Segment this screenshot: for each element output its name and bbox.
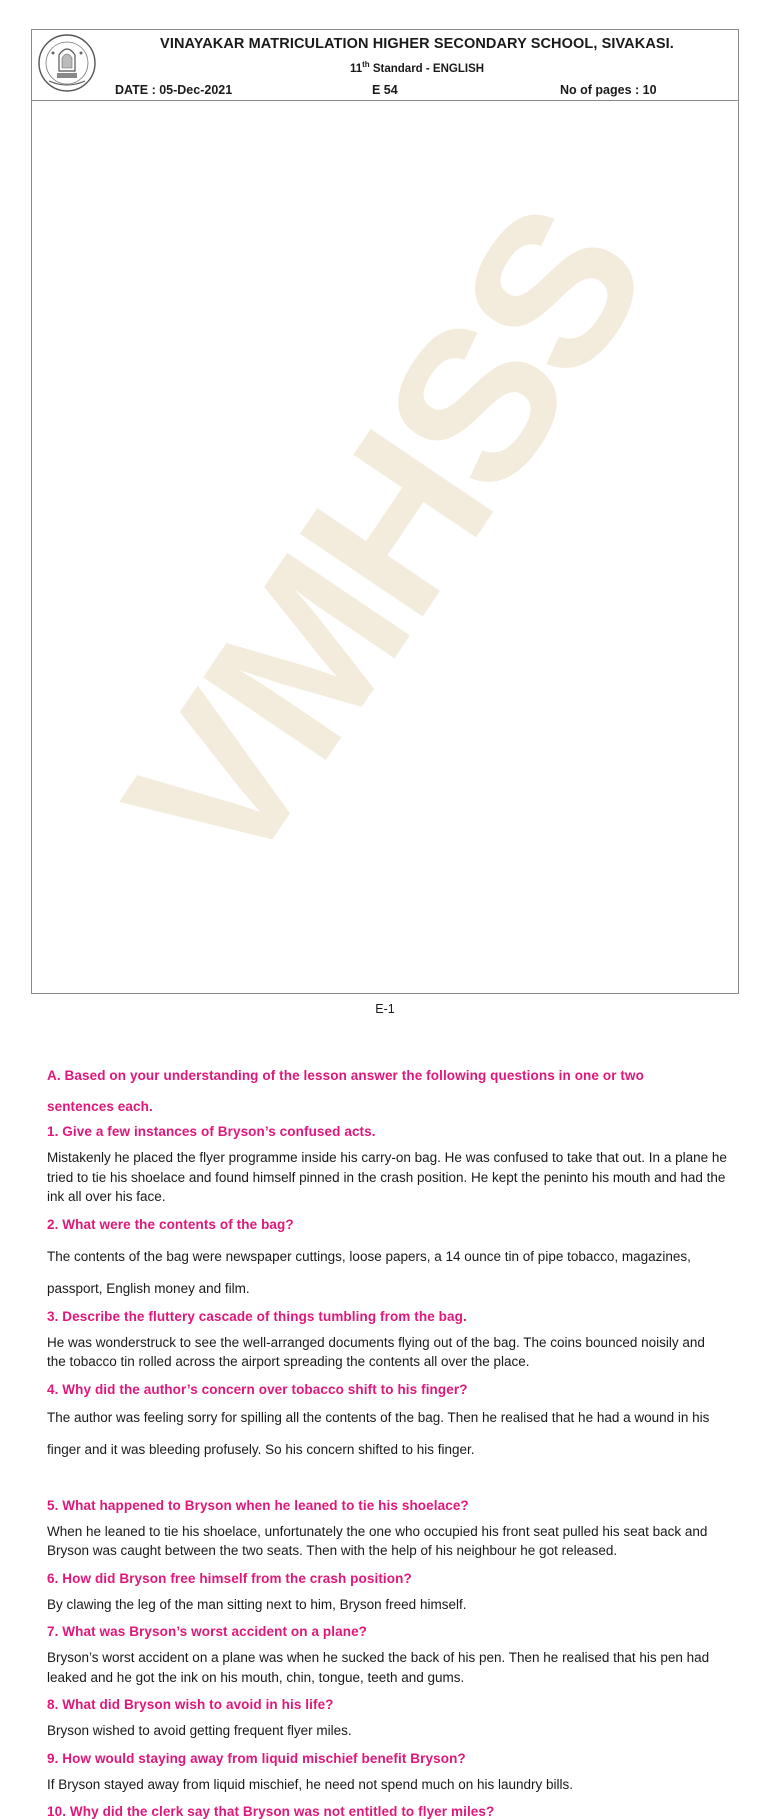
page-header	[32, 30, 738, 101]
watermark: VMHSS	[79, 167, 690, 912]
standard-subject: Standard - ENGLISH	[369, 62, 485, 75]
school-logo-icon	[37, 33, 97, 93]
question-1: 1. Give a few instances of Bryson’s confused acts.	[47, 1124, 376, 1139]
answer-4: The author was feeling sorry for spilling all the contents of the bag. Then he realised that he had a wound in his finger and it was bleeding profusely. So his concern shifted to his finger.	[47, 1409, 710, 1457]
answer-7: Bryson’s worst accident on a plane was when he sucked the back of his pen. Then he realised that his pen had leaked and he got the ink on his mouth, chin, tongue, teeth and gums.	[47, 1650, 710, 1685]
page-frame	[31, 29, 739, 994]
section-heading: A. Based on your understanding of the lesson answer the following questions in one or two	[47, 1068, 644, 1083]
answer-8: Bryson wished to avoid getting frequent flyer miles.	[47, 1723, 352, 1738]
answer-3: He was wonderstruck to see the well-arranged documents flying out of the bag. The coins bounced noisily and the tobacco tin rolled across the airport spreading the contents all over the place.	[47, 1334, 705, 1369]
answer-9: If Bryson stayed away from liquid mischief, he need not spend much on his laundry bills.	[47, 1776, 574, 1792]
question-9: 9. How would staying away from liquid mischief benefit Bryson?	[47, 1750, 466, 1766]
question-6: 6. How did Bryson free himself from the crash position?	[47, 1570, 412, 1586]
answer-2: The contents of the bag were newspaper cuttings, loose papers, a 14 ounce tin of pipe tobacco, magazines, passport, English money and film.	[47, 1248, 691, 1296]
question-4: 4. Why did the author’s concern over tobacco shift to his finger?	[47, 1381, 468, 1397]
answer-6: By clawing the leg of the man sitting next to him, Bryson freed himself.	[47, 1596, 467, 1612]
standard-label	[107, 60, 727, 75]
page-number: E-1	[375, 1002, 395, 1016]
school-name: VINAYAKAR MATRICULATION HIGHER SECONDARY SCHOOL, SIVAKASI.	[160, 36, 674, 52]
question-5: 5. What happened to Bryson when he leaned to tie his shoelace?	[47, 1497, 469, 1513]
page-count: No of pages : 10	[560, 83, 657, 97]
question-2: 2. What were the contents of the bag?	[47, 1216, 294, 1232]
question-10: 10. Why did the clerk say that Bryson was not entitled to flyer miles?	[47, 1804, 495, 1819]
standard-suffix: th	[362, 60, 370, 69]
answer-5: When he leaned to tie his shoelace, unfortunately the one who occupied his front seat pulled his seat back and Bryson was caught between the two seats. Then with the help of his neighbour he got released.	[47, 1523, 708, 1558]
question-3: 3. Describe the fluttery cascade of things tumbling from the bag.	[47, 1308, 467, 1324]
question-8: 8. What did Bryson wish to avoid in his life?	[47, 1697, 334, 1712]
standard-number: 11	[349, 62, 363, 75]
answer-1: Mistakenly he placed the flyer programme inside his carry-on bag. He was confused to take that out. In a plane he tried to tie his shoelace and found himself pinned in the crash position. He kept the peninto his mouth and had the ink all over his face.	[47, 1150, 727, 1204]
exam-date: DATE : 05-Dec-2021	[115, 83, 233, 97]
exam-code: E 54	[372, 83, 398, 97]
document-body	[47, 1068, 727, 1819]
question-7: 7. What was Bryson’s worst accident on a plane?	[47, 1624, 368, 1639]
section-heading-continued: sentences each.	[47, 1099, 153, 1114]
